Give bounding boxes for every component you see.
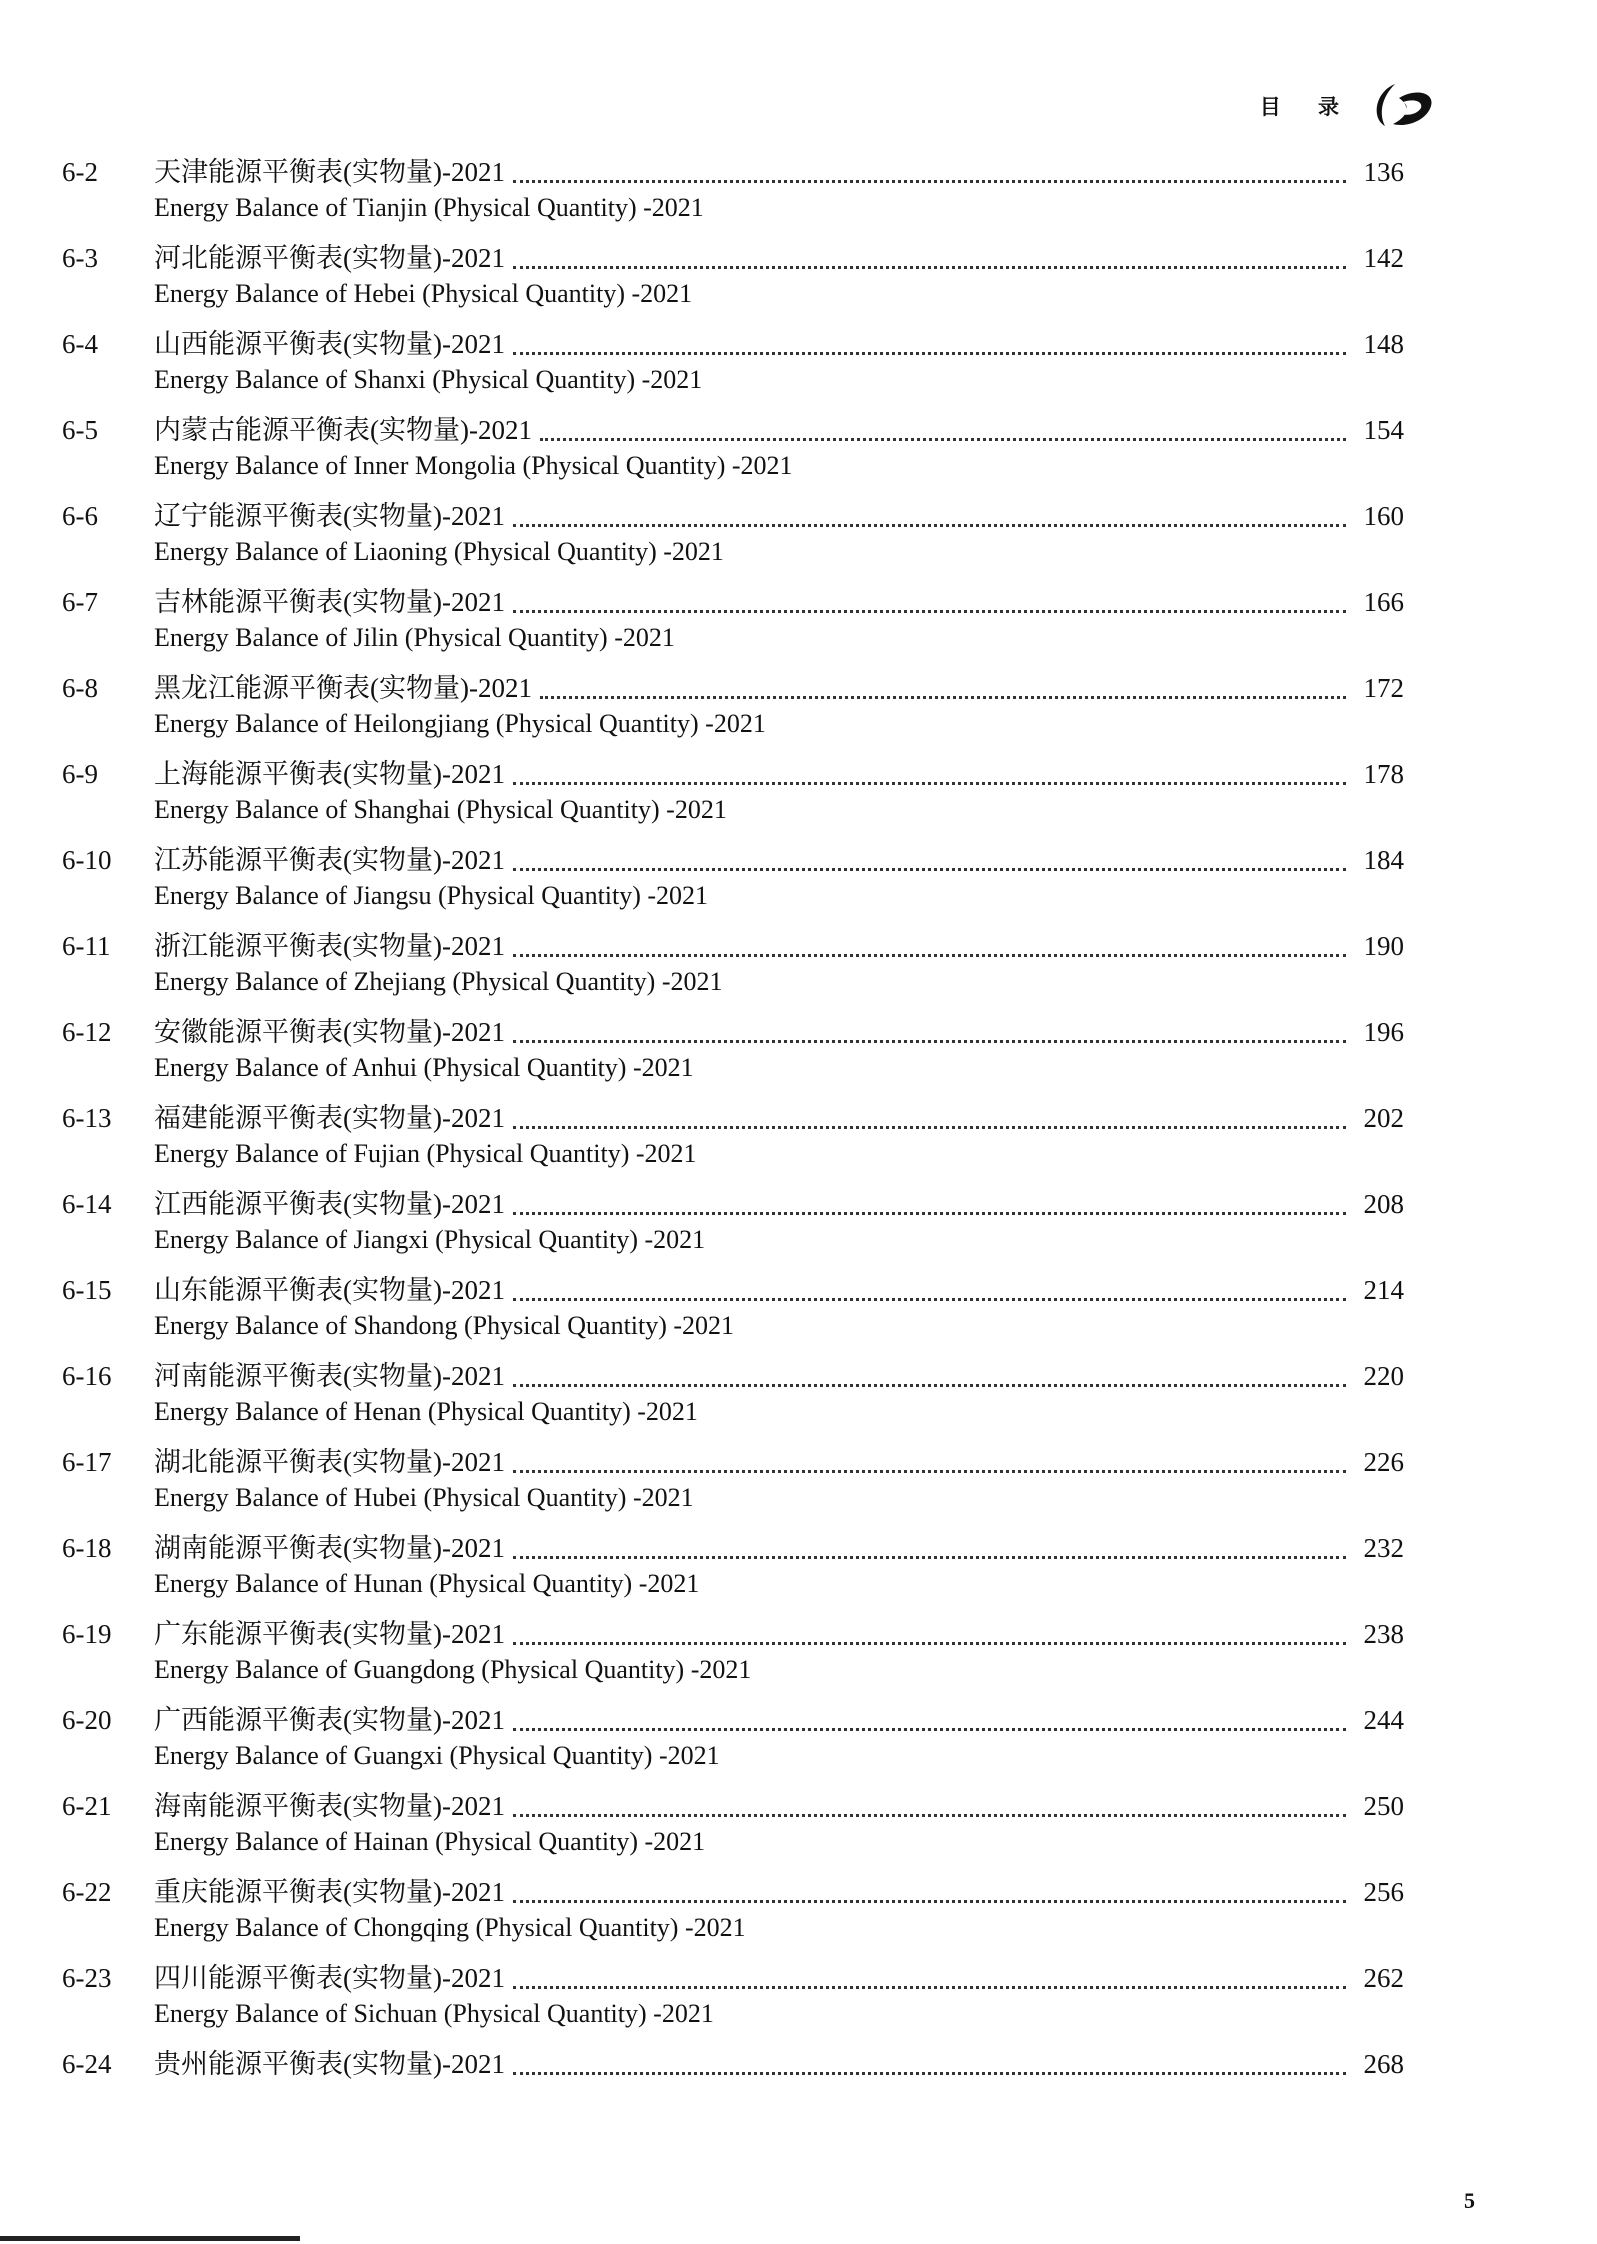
entry-title-zh: 广东能源平衡表(实物量)-2021 xyxy=(154,1619,505,1649)
toc-entry[interactable] xyxy=(62,322,1404,408)
entry-number: 6-17 xyxy=(62,1447,112,1477)
entry-number: 6-16 xyxy=(62,1361,112,1391)
entry-page-number: 184 xyxy=(1363,845,1404,875)
table-of-contents xyxy=(62,150,1404,2128)
entry-number: 6-22 xyxy=(62,1877,112,1907)
entry-title-en: Energy Balance of Henan (Physical Quantity) -2021 xyxy=(154,1397,698,1426)
entry-page-number: 166 xyxy=(1363,587,1404,617)
toc-entry[interactable] xyxy=(62,1698,1404,1784)
entry-title-en: Energy Balance of Zhejiang (Physical Quantity) -2021 xyxy=(154,967,723,996)
toc-entry[interactable] xyxy=(62,1526,1404,1612)
entry-page-number: 268 xyxy=(1363,2049,1404,2079)
entry-title-en: Energy Balance of Jiangsu (Physical Quantity) -2021 xyxy=(154,881,709,910)
entry-title-zh: 广西能源平衡表(实物量)-2021 xyxy=(154,1705,505,1735)
toc-entry[interactable] xyxy=(62,1354,1404,1440)
toc-entry[interactable] xyxy=(62,1784,1404,1870)
toc-entry-line xyxy=(62,494,1404,537)
dot-leader xyxy=(513,1212,1346,1215)
entry-title-zh: 河北能源平衡表(实物量)-2021 xyxy=(154,243,505,273)
toc-entry[interactable] xyxy=(62,150,1404,236)
toc-entry-line xyxy=(62,150,1404,193)
entry-page-number: 232 xyxy=(1363,1533,1404,1563)
entry-title-zh: 辽宁能源平衡表(实物量)-2021 xyxy=(154,501,505,531)
toc-entry-line xyxy=(62,1698,1404,1741)
entry-title-en: Energy Balance of Anhui (Physical Quantity) -2021 xyxy=(154,1053,694,1082)
entry-number: 6-18 xyxy=(62,1533,112,1563)
dot-leader xyxy=(513,1814,1346,1817)
entry-title-en: Energy Balance of Hebei (Physical Quantity) -2021 xyxy=(154,279,693,308)
toc-entry[interactable] xyxy=(62,236,1404,322)
entry-page-number: 190 xyxy=(1363,931,1404,961)
entry-page-number: 214 xyxy=(1363,1275,1404,1305)
toc-entry-line xyxy=(62,924,1404,967)
dot-leader xyxy=(513,868,1346,871)
entry-title-zh: 四川能源平衡表(实物量)-2021 xyxy=(154,1963,505,1993)
entry-page-number: 208 xyxy=(1363,1189,1404,1219)
entry-number: 6-20 xyxy=(62,1705,112,1735)
toc-entry-line xyxy=(62,236,1404,279)
entry-title-zh: 上海能源平衡表(实物量)-2021 xyxy=(154,759,505,789)
entry-title-zh: 湖南能源平衡表(实物量)-2021 xyxy=(154,1533,505,1563)
entry-title-en: Energy Balance of Guangxi (Physical Quantity) -2021 xyxy=(154,1741,720,1770)
entry-title-zh: 内蒙古能源平衡表(实物量)-2021 xyxy=(154,415,532,445)
entry-title-zh: 河南能源平衡表(实物量)-2021 xyxy=(154,1361,505,1391)
header-label: 目 录 xyxy=(1259,95,1355,119)
toc-entry-line xyxy=(62,1526,1404,1569)
entry-number: 6-21 xyxy=(62,1791,112,1821)
toc-entry[interactable] xyxy=(62,1870,1404,1956)
toc-entry-line xyxy=(62,666,1404,709)
toc-entry-line xyxy=(62,1354,1404,1397)
dot-leader xyxy=(513,610,1346,613)
dot-leader xyxy=(513,1986,1346,1989)
entry-title-en: Energy Balance of Inner Mongolia (Physical Quantity) -2021 xyxy=(154,451,793,480)
toc-entry[interactable] xyxy=(62,752,1404,838)
entry-number: 6-6 xyxy=(62,501,98,531)
entry-title-zh: 山东能源平衡表(实物量)-2021 xyxy=(154,1275,505,1305)
dot-leader xyxy=(513,1298,1346,1301)
toc-entry[interactable] xyxy=(62,1268,1404,1354)
entry-title-zh: 湖北能源平衡表(实物量)-2021 xyxy=(154,1447,505,1477)
entry-title-zh: 江苏能源平衡表(实物量)-2021 xyxy=(154,845,505,875)
entry-number: 6-23 xyxy=(62,1963,112,1993)
entry-title-zh: 天津能源平衡表(实物量)-2021 xyxy=(154,157,505,187)
entry-page-number: 178 xyxy=(1363,759,1404,789)
entry-number: 6-24 xyxy=(62,2049,112,2079)
entry-number: 6-14 xyxy=(62,1189,112,1219)
entry-number: 6-3 xyxy=(62,243,98,273)
entry-page-number: 196 xyxy=(1363,1017,1404,1047)
toc-entry[interactable] xyxy=(62,408,1404,494)
toc-entry[interactable] xyxy=(62,1096,1404,1182)
entry-page-number: 220 xyxy=(1363,1361,1404,1391)
entry-page-number: 154 xyxy=(1363,415,1404,445)
toc-entry-line xyxy=(62,1870,1404,1913)
entry-title-en: Energy Balance of Liaoning (Physical Quantity) -2021 xyxy=(154,537,724,566)
dot-leader xyxy=(540,696,1346,699)
toc-entry[interactable] xyxy=(62,1010,1404,1096)
dot-leader xyxy=(513,352,1346,355)
dot-leader xyxy=(513,1900,1346,1903)
toc-entry-line xyxy=(62,322,1404,365)
entry-page-number: 244 xyxy=(1363,1705,1404,1735)
dot-leader xyxy=(513,1126,1346,1129)
entry-title-zh: 重庆能源平衡表(实物量)-2021 xyxy=(154,1877,505,1907)
entry-title-en: Energy Balance of Chongqing (Physical Quantity) -2021 xyxy=(154,1913,746,1942)
dot-leader xyxy=(513,180,1346,183)
entry-title-en: Energy Balance of Hubei (Physical Quantity) -2021 xyxy=(154,1483,694,1512)
toc-entry-line xyxy=(62,1784,1404,1827)
entry-page-number: 250 xyxy=(1363,1791,1404,1821)
dot-leader xyxy=(513,1470,1346,1473)
entry-title-zh: 吉林能源平衡表(实物量)-2021 xyxy=(154,587,505,617)
entry-page-number: 238 xyxy=(1363,1619,1404,1649)
dot-leader xyxy=(513,1384,1346,1387)
entry-title-en: Energy Balance of Fujian (Physical Quantity) -2021 xyxy=(154,1139,697,1168)
dot-leader xyxy=(513,524,1346,527)
entry-number: 6-8 xyxy=(62,673,98,703)
entry-page-number: 226 xyxy=(1363,1447,1404,1477)
toc-entry-line xyxy=(62,752,1404,795)
entry-number: 6-2 xyxy=(62,157,98,187)
dot-leader xyxy=(513,782,1346,785)
entry-number: 6-7 xyxy=(62,587,98,617)
toc-entry-line xyxy=(62,1268,1404,1311)
dot-leader xyxy=(513,1728,1346,1731)
entry-title-zh: 浙江能源平衡表(实物量)-2021 xyxy=(154,931,505,961)
entry-title-en: Energy Balance of Shanghai (Physical Quantity) -2021 xyxy=(154,795,727,824)
entry-title-en: Energy Balance of Hainan (Physical Quantity) -2021 xyxy=(154,1827,706,1856)
toc-entry-line xyxy=(62,1956,1404,1999)
toc-entry-line xyxy=(62,1612,1404,1655)
entry-title-zh: 海南能源平衡表(实物量)-2021 xyxy=(154,1791,505,1821)
toc-entry-line xyxy=(62,838,1404,881)
toc-entry-line xyxy=(62,1010,1404,1053)
entry-title-en xyxy=(62,2085,1404,2128)
entry-number: 6-5 xyxy=(62,415,98,445)
toc-entry[interactable] xyxy=(62,924,1404,1010)
entry-title-en: Energy Balance of Tianjin (Physical Quantity) -2021 xyxy=(154,193,704,222)
toc-entry[interactable] xyxy=(62,580,1404,666)
entry-number: 6-12 xyxy=(62,1017,112,1047)
entry-title-zh: 福建能源平衡表(实物量)-2021 xyxy=(154,1103,505,1133)
entry-number: 6-4 xyxy=(62,329,98,359)
entry-title-zh: 江西能源平衡表(实物量)-2021 xyxy=(154,1189,505,1219)
entry-number: 6-19 xyxy=(62,1619,112,1649)
bottom-rule xyxy=(0,2236,300,2241)
entry-title-en: Energy Balance of Sichuan (Physical Quantity) -2021 xyxy=(154,1999,714,2028)
toc-entry[interactable] xyxy=(62,494,1404,580)
dot-leader xyxy=(540,438,1346,441)
toc-entry[interactable] xyxy=(62,1612,1404,1698)
toc-entry[interactable] xyxy=(62,2042,1404,2128)
entry-page-number: 256 xyxy=(1363,1877,1404,1907)
entry-number: 6-11 xyxy=(62,931,111,961)
toc-entry[interactable] xyxy=(62,666,1404,752)
entry-page-number: 142 xyxy=(1363,243,1404,273)
dot-leader xyxy=(513,1556,1346,1559)
entry-title-en: Energy Balance of Shanxi (Physical Quantity) -2021 xyxy=(154,365,703,394)
toc-entry[interactable] xyxy=(62,1956,1404,2042)
toc-entry-line xyxy=(62,408,1404,451)
entry-title-zh: 黑龙江能源平衡表(实物量)-2021 xyxy=(154,673,532,703)
entry-page-number: 160 xyxy=(1363,501,1404,531)
toc-entry[interactable] xyxy=(62,1440,1404,1526)
running-header xyxy=(1260,78,1437,134)
entry-title-en: Energy Balance of Guangdong (Physical Quantity) -2021 xyxy=(154,1655,752,1684)
entry-title-en: Energy Balance of Jilin (Physical Quantity) -2021 xyxy=(154,623,675,652)
toc-entry-line xyxy=(62,2042,1404,2085)
dot-leader xyxy=(513,2072,1346,2075)
entry-number: 6-9 xyxy=(62,759,98,789)
dot-leader xyxy=(513,266,1346,269)
entry-title-en: Energy Balance of Shandong (Physical Quantity) -2021 xyxy=(154,1311,735,1340)
entry-title-zh: 安徽能源平衡表(实物量)-2021 xyxy=(154,1017,505,1047)
entry-page-number: 262 xyxy=(1363,1963,1404,1993)
entry-title-en: Energy Balance of Jiangxi (Physical Quantity) -2021 xyxy=(154,1225,706,1254)
entry-number: 6-10 xyxy=(62,845,112,875)
entry-page-number: 202 xyxy=(1363,1103,1404,1133)
entry-page-number: 172 xyxy=(1363,673,1404,703)
entry-title-zh: 山西能源平衡表(实物量)-2021 xyxy=(154,329,505,359)
toc-entry[interactable] xyxy=(62,1182,1404,1268)
entry-title-en: Energy Balance of Hunan (Physical Quantity) -2021 xyxy=(154,1569,700,1598)
entry-title-zh: 贵州能源平衡表(实物量)-2021 xyxy=(154,2049,505,2079)
toc-entry-line xyxy=(62,1182,1404,1225)
entry-page-number: 136 xyxy=(1363,157,1404,187)
section-logo-icon xyxy=(1369,78,1437,134)
toc-entry-line xyxy=(62,1440,1404,1483)
entry-title-en: Energy Balance of Heilongjiang (Physical Quantity) -2021 xyxy=(154,709,766,738)
toc-entry-line xyxy=(62,580,1404,623)
toc-entry-line xyxy=(62,1096,1404,1139)
entry-page-number: 148 xyxy=(1363,329,1404,359)
entry-number: 6-13 xyxy=(62,1103,112,1133)
dot-leader xyxy=(513,954,1346,957)
dot-leader xyxy=(513,1040,1346,1043)
page-number: 5 xyxy=(1464,2188,1475,2213)
toc-entry[interactable] xyxy=(62,838,1404,924)
entry-number: 6-15 xyxy=(62,1275,112,1305)
dot-leader xyxy=(513,1642,1346,1645)
